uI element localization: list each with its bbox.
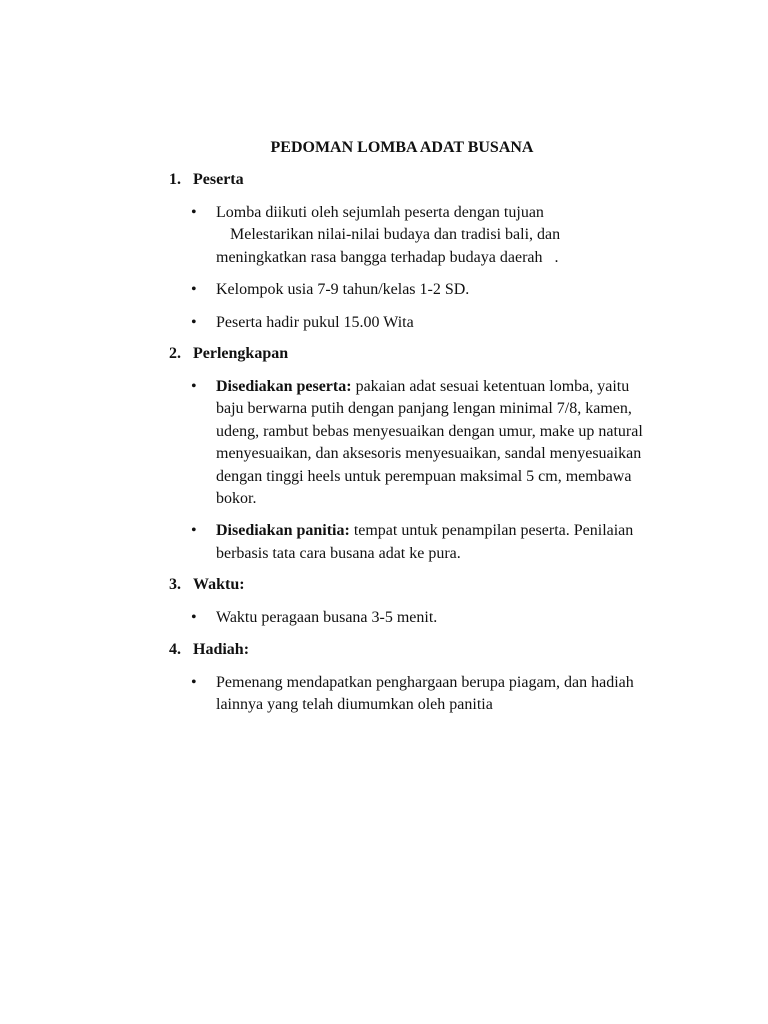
- bullet-list: [169, 607, 649, 629]
- list-item-lead: Disediakan peserta:: [216, 378, 352, 396]
- section-title: Peserta: [193, 171, 244, 188]
- section-perlengkapan: [169, 344, 649, 565]
- section-heading: [169, 344, 649, 366]
- bullet-list: [169, 376, 649, 565]
- bullet-list: [169, 202, 649, 334]
- section-title: Hadiah:: [193, 640, 250, 658]
- list-item-text: Peserta hadir pukul 15.00 Wita: [216, 313, 414, 331]
- section-peserta: [169, 170, 649, 334]
- bullet-icon: •: [191, 609, 197, 627]
- bullet-icon: •: [191, 204, 197, 221]
- document-title: PEDOMAN LOMBA ADAT BUSANA: [270, 139, 534, 156]
- list-item-text: [216, 520, 649, 565]
- list-item-line: Melestarikan nilai-nilai budaya dan tradisi bali, dan: [230, 226, 561, 244]
- list-item: [169, 279, 649, 301]
- section-number: 2.: [169, 345, 181, 363]
- bullet-icon: •: [191, 673, 197, 691]
- section-number: 1.: [169, 171, 181, 188]
- section-title: Waktu:: [193, 576, 245, 594]
- list-item: [169, 520, 649, 565]
- list-item-body: tempat untuk penampilan peserta. Penilaian berbasis tata cara busana adat ke pura.: [216, 522, 634, 562]
- list-item: [169, 672, 649, 717]
- section-title: Perlengkapan: [193, 345, 289, 363]
- section-hadiah: [169, 640, 649, 717]
- section-number: 3.: [169, 576, 181, 594]
- list-item: [169, 607, 649, 629]
- section-waktu: [169, 575, 649, 629]
- bullet-list: [169, 672, 649, 717]
- bullet-icon: •: [191, 281, 197, 299]
- list-item-text: Waktu peragaan busana 3-5 menit.: [216, 609, 438, 627]
- section-heading: [169, 640, 649, 662]
- bullet-icon: •: [191, 522, 197, 540]
- document-body: [169, 170, 649, 727]
- list-item-body: pakaian adat sesuai ketentuan lomba, yaitu baju berwarna putih dengan panjang lengan minimal 7/8, kamen, udeng, rambut bebas menyesuaikan dengan umur, make up natural menyesuaikan, dan aksesoris menyesuaikan, sandal menyesuaikan dengan tinggi heels untuk perempuan maksimal 5 cm, membawa bokor.: [216, 378, 643, 508]
- list-item-line: meningkatkan rasa bangga terhadap budaya daerah .: [216, 248, 559, 266]
- section-heading: [169, 575, 649, 597]
- list-item-text: Pemenang mendapatkan penghargaan berupa piagam, dan hadiah lainnya yang telah diumumkan oleh panitia: [216, 673, 634, 714]
- list-item-lead: Disediakan panitia:: [216, 522, 350, 540]
- list-item: [169, 312, 649, 334]
- bullet-icon: •: [191, 313, 197, 331]
- list-item: [169, 202, 649, 269]
- section-heading: [169, 170, 649, 192]
- bullet-icon: •: [191, 378, 197, 396]
- section-number: 4.: [169, 640, 181, 658]
- list-item-text: Kelompok usia 7-9 tahun/kelas 1-2 SD.: [216, 281, 470, 299]
- list-item: [169, 376, 649, 510]
- list-item-text: [216, 376, 649, 510]
- list-item-line: Lomba diikuti oleh sejumlah peserta dengan tujuan: [216, 204, 544, 221]
